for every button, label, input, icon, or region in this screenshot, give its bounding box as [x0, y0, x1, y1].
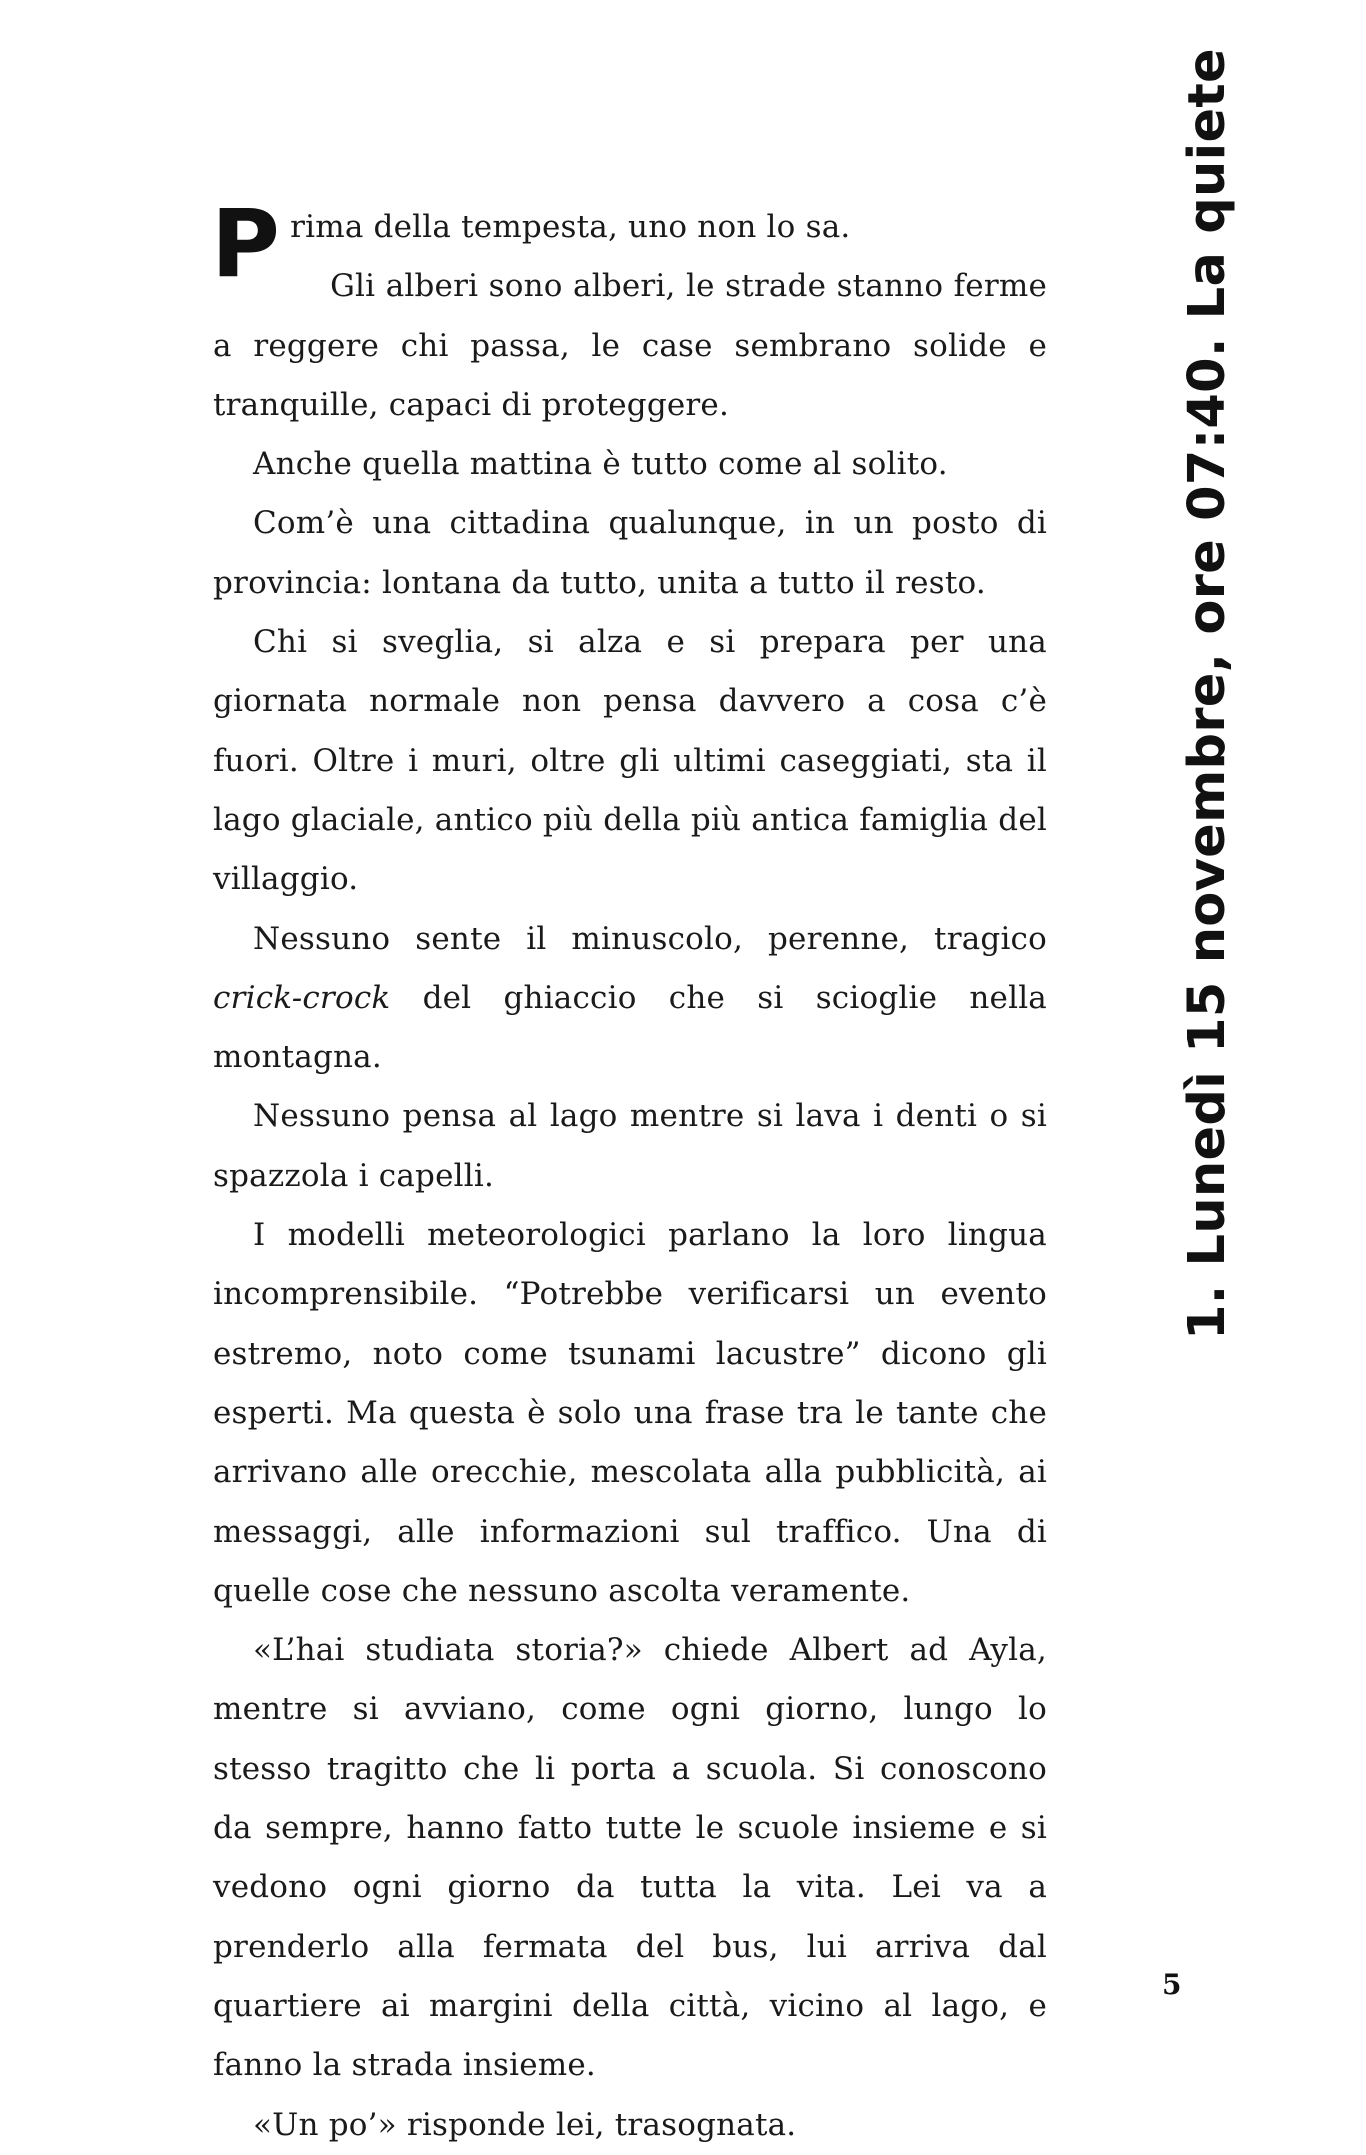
paragraph: Gli alberi sono alberi, le strade stanno ferme a reggere chi passa, le case sembrano solide e tranquille, capaci di proteggere.: [213, 268, 1047, 423]
chapter-title: 1. Lunedì 15 novembre, ore 07:40. La quiete: [1178, 48, 1237, 1340]
paragraph: [213, 910, 1047, 1088]
opening-line: rima della tempesta, uno non lo sa.: [290, 209, 851, 245]
page-number: 5: [1162, 1968, 1182, 2001]
paragraph: Com’è una cittadina qualunque, in un posto di provincia: lontana da tutto, unita a tutto il resto.: [213, 505, 1047, 601]
paragraph: Anche quella mattina è tutto come al solito.: [253, 446, 948, 483]
paragraph: «Un po’» risponde lei, trasognata.: [253, 2106, 797, 2143]
paragraph: Chi si sveglia, si alza e si prepara per una giornata normale non pensa davvero a cosa c’è fuori. Oltre i muri, oltre gli ultimi caseggiati, sta il lago glaciale, antico più della più antica famiglia del villaggio.: [213, 624, 1047, 898]
paragraph-text: Nessuno sente il minuscolo, perenne, tragico: [253, 920, 1047, 957]
drop-cap: P: [211, 190, 281, 299]
paragraph: Nessuno pensa al lago mentre si lava i denti o si spazzola i capelli.: [213, 1098, 1047, 1194]
italic-onomatopoeia: crick-crock: [213, 979, 391, 1016]
paragraph: «L’hai studiata storia?» chiede Albert ad Ayla, mentre si avviano, come ogni giorno, lungo lo stesso tragitto che li porta a scuola. Si conoscono da sempre, hanno fatto tutte le scuole insieme e si vedono ogni giorno da tutta la vita. Lei va a prenderlo alla fermata del bus, lui arriva dal quartiere ai margini della città, vicino al lago, e fanno la strada insieme.: [213, 1632, 1047, 2084]
paragraph: I modelli meteorologici parlano la loro lingua incomprensibile. “Potrebbe verificarsi un evento estremo, noto come tsunami lacustre” dicono gli esperti. Ma questa è solo una frase tra le tante che arrivano alle orecchie, mescolata alla pubblicità, ai messaggi, alle informazioni sul traffico. Una di quelle cose che nessuno ascolta veramente.: [213, 1217, 1047, 1609]
body-text: [211, 190, 1047, 2155]
paragraph-text: del ghiaccio che si scioglie nella montagna.: [213, 979, 1047, 1076]
paragraph-opening: [211, 190, 1047, 299]
